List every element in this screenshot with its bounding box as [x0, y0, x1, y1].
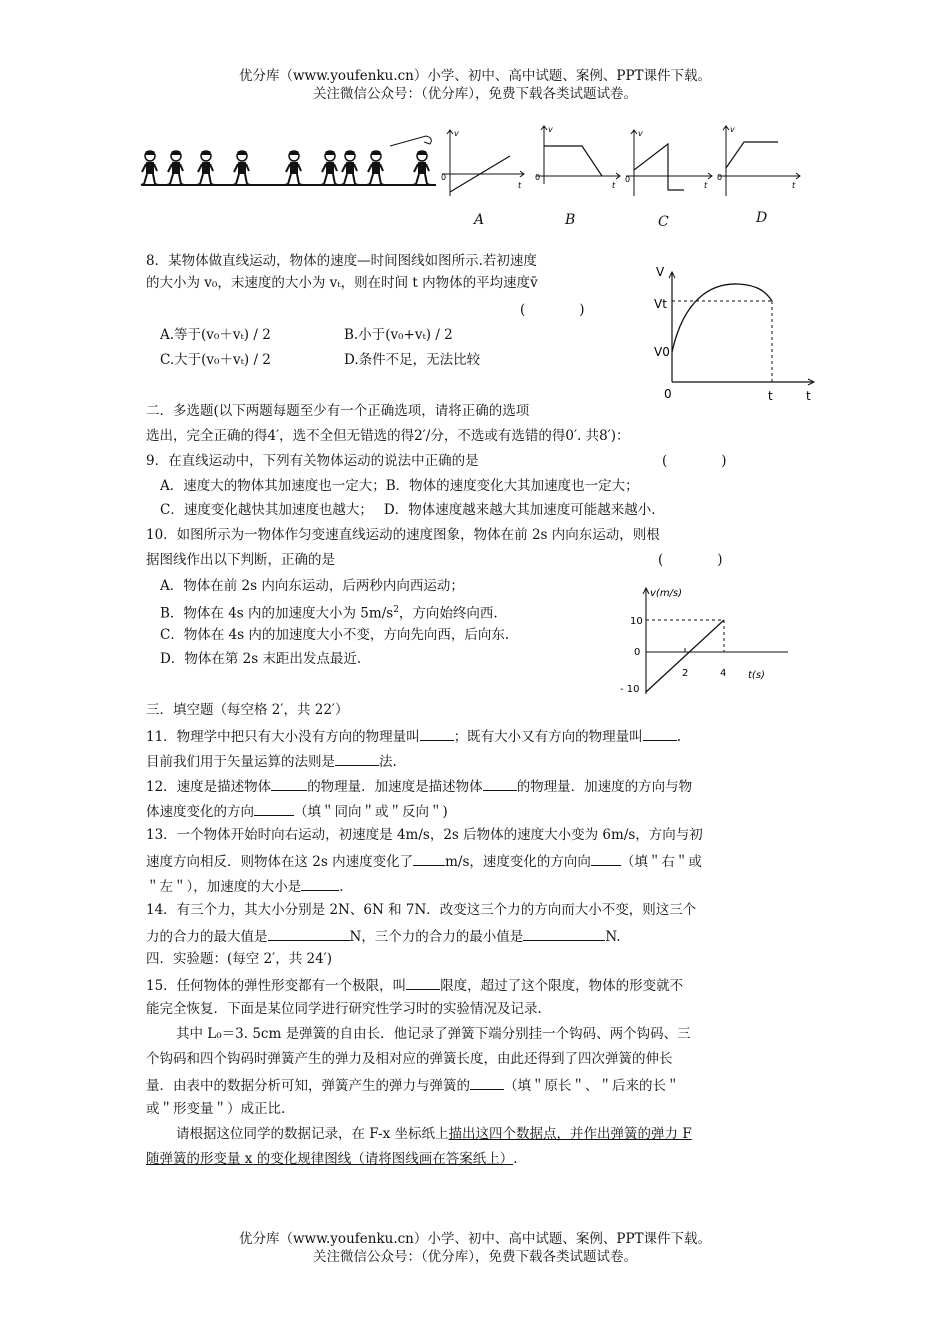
sec3-title: 三．填空题（每空格 2′，共 22′）: [146, 702, 349, 718]
q12-line-1: 12．速度是描述物体 的物理量．加速度是描述物体 的物理量．加速度的方向与物: [146, 776, 692, 797]
q10-option-c: C．物体在 4s 内的加速度大小不变，方向先向西，后向东.: [160, 627, 510, 643]
q12-blank-3[interactable]: [254, 801, 294, 816]
q13-line-1: 13．一个物体开始时向右运动，初速度是 4m/s，2s 后物体的速度大小变为 6m/s，方向与初: [146, 827, 703, 843]
q14-blank-1[interactable]: [268, 926, 350, 941]
q13-line-3: ＂左＂），加速度的大小是 .: [146, 876, 344, 897]
q10-graph-ylabel: v(m/s): [650, 588, 683, 599]
q12-line-2: 体速度变化的方向 （填＂同向＂或＂反向＂): [146, 801, 448, 822]
q10-option-a: A．物体在前 2s 内向东运动，后两秒内向西运动；: [160, 578, 464, 594]
svg-text:v: v: [638, 129, 643, 138]
q8-option-b: B.小于(v₀+vₜ) / 2: [344, 327, 453, 343]
option-label-c: C: [658, 214, 669, 230]
q8-answer-paren: ( ): [520, 302, 585, 318]
svg-text:0: 0: [717, 173, 723, 182]
svg-text:t: t: [518, 181, 522, 190]
q15-blank-2[interactable]: [470, 1075, 504, 1090]
sec2-title-2: 选出，完全正确的得4′，选不全但无错选的得2′/分，不选或有选错的得0′. 共8′)：: [146, 428, 630, 444]
q11-line-1: 11．物理学中把只有大小没有方向的物理量叫 ；既有大小又有方向的物理量叫 .: [146, 726, 681, 747]
q9-options-ab: A．速度大的物体其加速度也一定大；B．物体的速度变化大其加速度也一定大；: [160, 478, 639, 494]
q15-para3-line-1: 请根据这位同学的数据记录，在 F-x 坐标纸上描出这四个数据点，并作出弹簧的弹力 F: [176, 1126, 692, 1142]
option-label-d: D: [756, 210, 768, 226]
q10-graph-x2: 2: [682, 668, 689, 679]
q8-graph-vt-label: Vt: [654, 297, 667, 311]
q13-blank-3[interactable]: [301, 876, 339, 891]
header-line-2: 关注微信公众号：（优分库），免费下载各类试题试卷。: [313, 86, 637, 102]
q10-graph-y0: 0: [634, 647, 641, 658]
q15-para2-line-1: 其中 L₀＝3. 5cm 是弹簧的自由长．他记录了弹簧下端分别挂一个钩码、两个钩码、三: [176, 1026, 691, 1042]
header-line-1: 优分库（www.youfenku.cn）小学、初中、高中试题、案例、PPT课件下载。: [238, 68, 712, 84]
footer-line-2: 关注微信公众号：（优分库），免费下载各类试题试卷。: [313, 1249, 637, 1265]
svg-text:t: t: [704, 181, 708, 190]
q8-line-2: 的大小为 v₀，末速度的大小为 vₜ，则在时间 t 内物体的平均速度v̄: [146, 275, 538, 291]
q8-line-1: 8．某物体做直线运动，物体的速度—时间图线如图所示.若初速度: [146, 253, 537, 269]
q13-blank-1[interactable]: [413, 851, 445, 866]
q15-line-2: 能完全恢复．下面是某位同学进行研究性学习时的实验情况及记录.: [146, 1001, 542, 1017]
q13-line-2: 速度方向相反．则物体在这 2s 内速度变化了 m/s，速度变化的方向向 （填＂右＂或: [146, 851, 702, 872]
q8-graph-t-tick: t: [768, 389, 773, 403]
q8-graph-v0-label: V0: [654, 345, 670, 359]
q8-graph-y-label: V: [656, 265, 665, 279]
svg-text:0: 0: [441, 173, 447, 182]
q10-velocity-graph: [612, 582, 792, 698]
svg-text:v: v: [730, 125, 735, 134]
q11-line-2: 目前我们用于矢量运算的法则是 法.: [146, 751, 397, 772]
option-label-b: B: [565, 212, 576, 228]
q15-para2-line-3: 量．由表中的数据分析可知，弹簧产生的弹力与弹簧的 （填＂原长＂、＂后来的长＂: [146, 1075, 680, 1096]
svg-text:v: v: [454, 129, 459, 138]
q10-stem-1: 10．如图所示为一物体作匀变速直线运动的速度图象，物体在前 2s 内向东运动，则根: [146, 527, 660, 543]
vt-graph-c: [622, 128, 716, 198]
q10-option-b: B．物体在 4s 内的加速度大小为 $5m/s^2$，方向始终向西.: [160, 605, 498, 622]
svg-text:0: 0: [625, 175, 631, 184]
vt-graph-a: [438, 128, 528, 198]
q14-line-1: 14．有三个力，其大小分别是 2N、6N 和 7N．改变这三个力的方向而大小不变，则这三个: [146, 902, 697, 918]
q10-graph-x4: 4: [720, 668, 727, 679]
walking-figures-illustration: [140, 130, 440, 192]
q10-graph-xlabel: t(s): [748, 670, 765, 681]
sec2-title-1: 二．多选题(以下两题每题至少有一个正确选项，请将正确的选项: [146, 403, 530, 419]
q9-stem: 9．在直线运动中，下列有关物体运动的说法中正确的是: [146, 453, 479, 469]
q15-line-1: 15．任何物体的弹性形变都有一个极限，叫 限度，超过了这个限度，物体的形变就不: [146, 975, 683, 996]
q8-graph-origin: 0: [664, 387, 672, 401]
footer-line-1: 优分库（www.youfenku.cn）小学、初中、高中试题、案例、PPT课件下载。: [238, 1231, 712, 1247]
q10-answer-paren: ( ): [658, 552, 723, 568]
svg-text:t: t: [612, 181, 616, 190]
q8-option-a: A.等于(v₀＋vₜ) / 2: [160, 327, 271, 343]
q12-blank-2[interactable]: [483, 776, 517, 791]
q11-blank-1[interactable]: [420, 726, 454, 741]
q9-options-cd: C．速度变化越快其加速度也越大； D．物体速度越来越大其加速度可能越来越小.: [160, 502, 656, 518]
svg-text:t: t: [792, 181, 796, 190]
q15-para3-line-2: 随弹簧的形变量 x 的变化规律图线（请将图线画在答案纸上）.: [146, 1151, 518, 1167]
option-label-a: A: [474, 212, 485, 228]
svg-text:v: v: [548, 125, 553, 134]
q9-answer-paren: ( ): [662, 453, 727, 469]
q14-blank-2[interactable]: [523, 926, 605, 941]
q8-graph-t-axis: t: [806, 389, 811, 403]
q12-blank-1[interactable]: [271, 776, 307, 791]
q13-blank-2[interactable]: [591, 851, 621, 866]
q10-option-d: D．物体在第 2s 末距出发点最近.: [160, 651, 362, 667]
q15-para2-line-2: 个钩码和四个钩码时弹簧产生的弹力及相对应的弹簧长度，由此还得到了四次弹簧的伸长: [146, 1051, 673, 1067]
q15-para2-line-4: 或＂形变量＂）成正比.: [146, 1101, 286, 1117]
q11-blank-3[interactable]: [335, 751, 379, 766]
q10-stem-2: 据图线作出以下判断，正确的是: [146, 552, 335, 568]
q14-line-2: 力的合力的最大值是 N，三个力的合力的最小值是 N.: [146, 926, 621, 947]
q15-blank-1[interactable]: [406, 975, 440, 990]
q8-velocity-graph: [640, 258, 824, 408]
svg-text:0: 0: [535, 173, 541, 182]
vt-graph-d: [714, 124, 804, 198]
q10-graph-yneg10: - 10: [620, 684, 640, 695]
q8-option-c: C.大于(v₀＋vₜ) / 2: [160, 352, 271, 368]
q11-blank-2[interactable]: [643, 726, 677, 741]
q8-option-d: D.条件不足，无法比较: [344, 352, 481, 368]
sec4-title: 四．实验题：(每空 2′，共 24′): [146, 951, 333, 967]
q10-graph-y10: 10: [630, 616, 643, 627]
vt-graph-b: [532, 124, 624, 198]
